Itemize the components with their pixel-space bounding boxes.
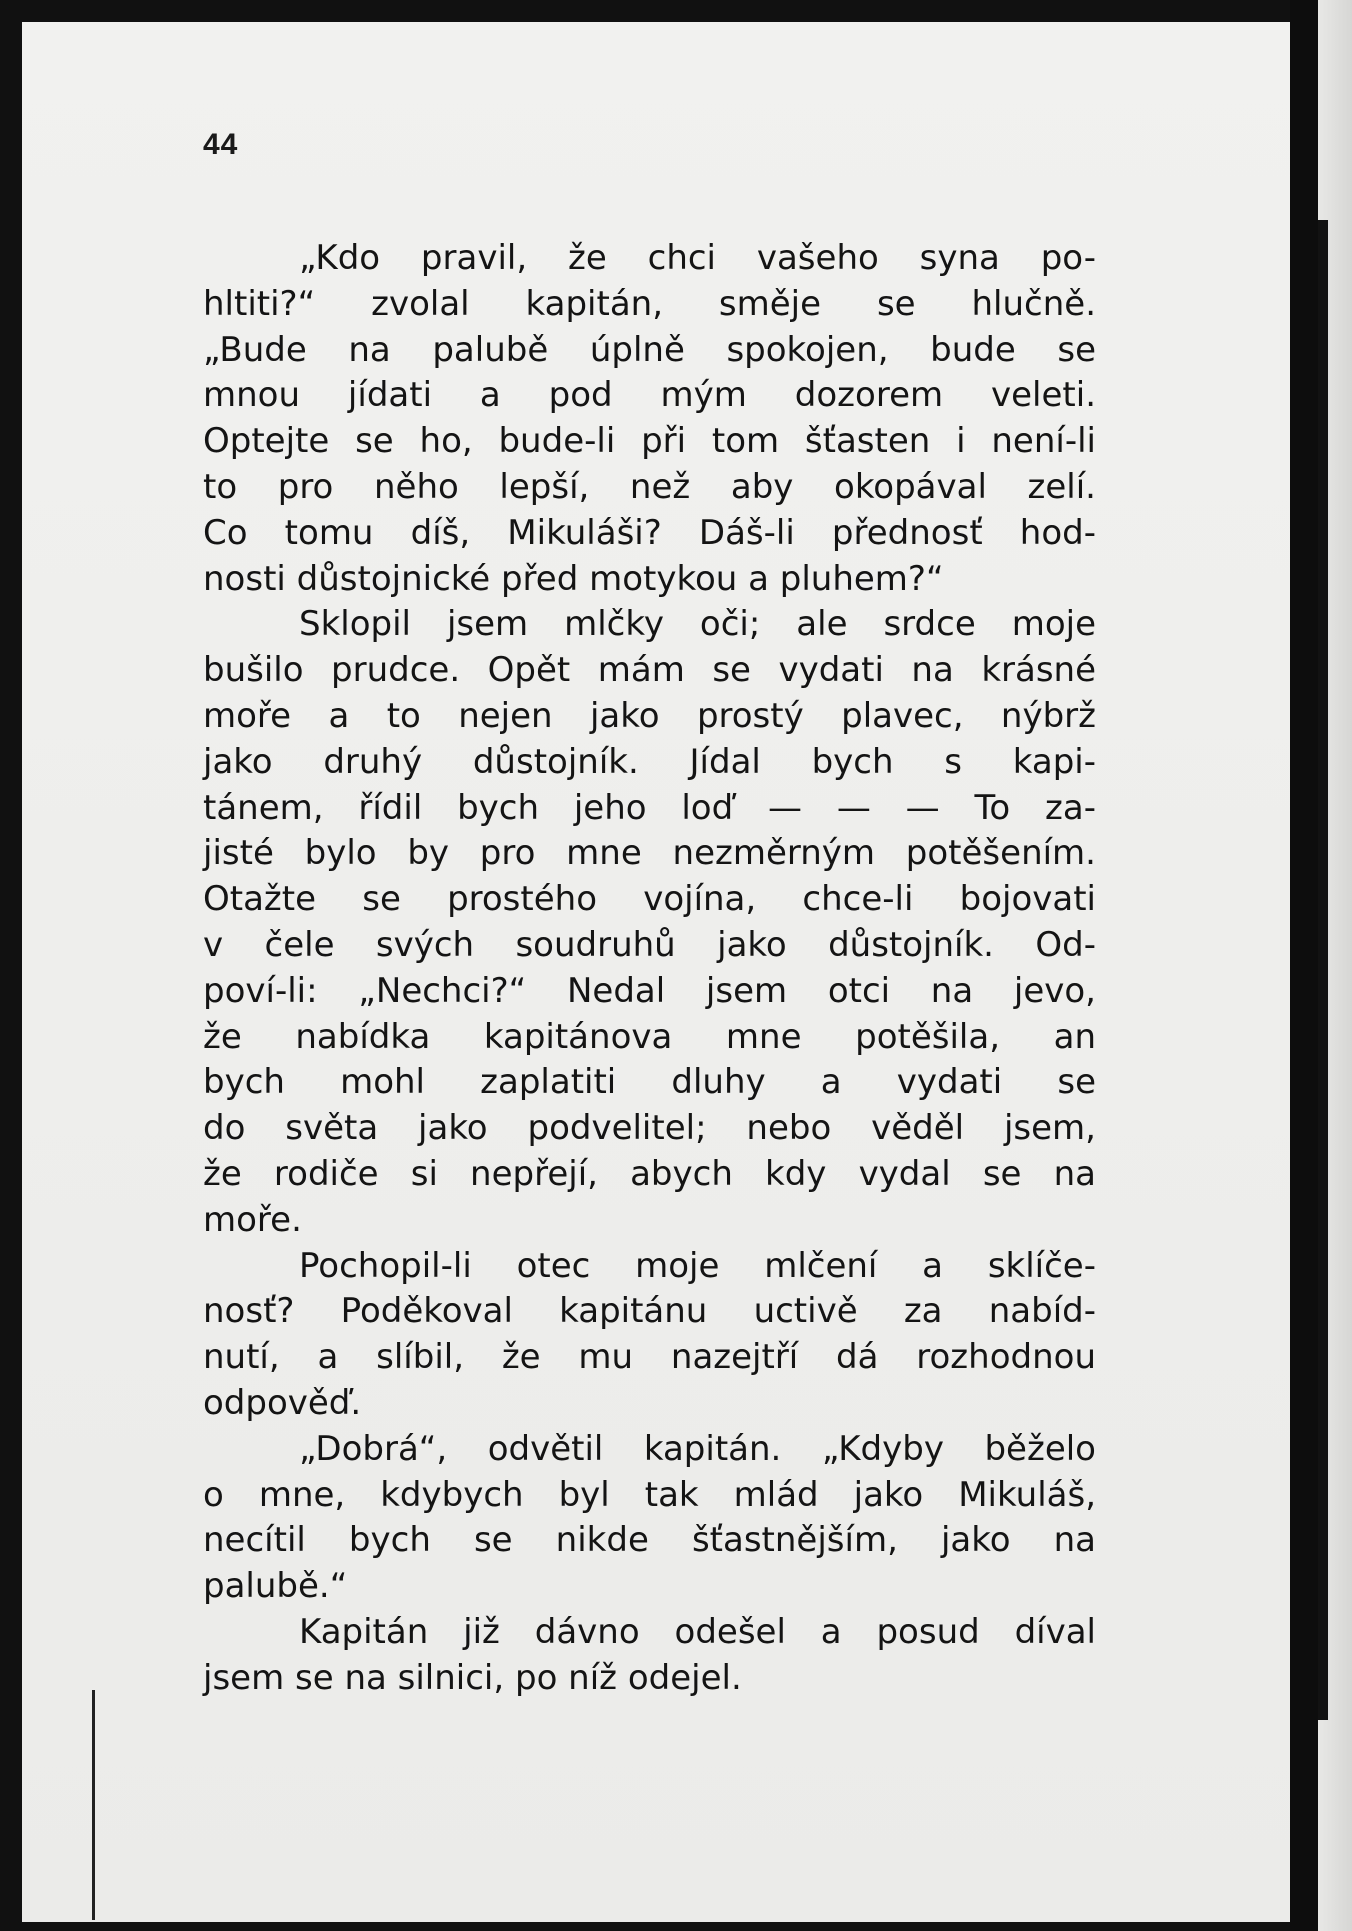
text-line: to pro něho lepší, než aby okopával zelí.: [203, 466, 1096, 507]
text-line: hltiti?“ zvolal kapitán, směje se hlučně.: [203, 283, 1096, 324]
page-number: 44: [203, 128, 239, 161]
body-text: [203, 236, 1096, 1702]
text-line: bych mohl zaplatiti dluhy a vydati se: [203, 1062, 1096, 1103]
page-gutter-shadow: [1318, 220, 1328, 1720]
text-line: odpověď.: [203, 1382, 362, 1423]
text-line: „Dobrá“, odvětil kapitán. „Kdyby běželo: [299, 1428, 1096, 1469]
text-line: o mne, kdybych byl tak mlád jako Mikuláš,: [203, 1474, 1096, 1515]
text-line: Optejte se ho, bude-li při tom šťasten i není-li: [203, 421, 1096, 462]
text-line: tánem, řídil bych jeho loď — — — To za-: [203, 787, 1096, 828]
text-line: Sklopil jsem mlčky oči; ale srdce moje: [299, 604, 1096, 645]
text-line: mnou jídati a pod mým dozorem veleti.: [203, 375, 1096, 416]
text-line: že nabídka kapitánova mne potěšila, an: [203, 1016, 1096, 1057]
text-line: moře.: [203, 1199, 302, 1240]
text-line: do světa jako podvelitel; nebo věděl jsem,: [203, 1108, 1096, 1149]
text-line: jako druhý důstojník. Jídal bych s kapi-: [203, 741, 1096, 782]
text-line: v čele svých soudruhů jako důstojník. Od-: [203, 924, 1096, 965]
text-line: nosť? Poděkoval kapitánu uctivě za nabíd-: [203, 1291, 1096, 1332]
text-line: Pochopil-li otec moje mlčení a sklíče-: [299, 1245, 1096, 1286]
text-line: palubě.“: [203, 1566, 348, 1607]
text-line: Otažte se prostého vojína, chce-li bojovati: [203, 879, 1096, 920]
scan-artifact-line: [92, 1690, 95, 1920]
text-line: Kapitán již dávno odešel a posud díval: [299, 1611, 1096, 1652]
text-line: bušilo prudce. Opět mám se vydati na krásné: [203, 650, 1096, 691]
text-line: poví-li: „Nechci?“ Nedal jsem otci na jevo,: [203, 970, 1096, 1011]
text-line: nosti důstojnické před motykou a pluhem?“: [203, 558, 944, 599]
text-line: že rodiče si nepřejí, abych kdy vydal se na: [203, 1153, 1096, 1194]
text-line: jisté bylo by pro mne nezměrným potěšením.: [203, 833, 1096, 874]
text-line: necítil bych se nikde šťastnějším, jako na: [203, 1520, 1096, 1561]
text-line: „Bude na palubě úplně spokojen, bude se: [203, 329, 1096, 370]
text-line: jsem se na silnici, po níž odejel.: [203, 1657, 742, 1698]
text-line: Co tomu díš, Mikuláši? Dáš-li přednosť hod-: [203, 512, 1096, 553]
text-line: moře a to nejen jako prostý plavec, nýbrž: [203, 695, 1096, 736]
text-line: „Kdo pravil, že chci vašeho syna po-: [299, 238, 1096, 278]
text-line: nutí, a slíbil, že mu nazejtří dá rozhodnou: [203, 1337, 1096, 1378]
